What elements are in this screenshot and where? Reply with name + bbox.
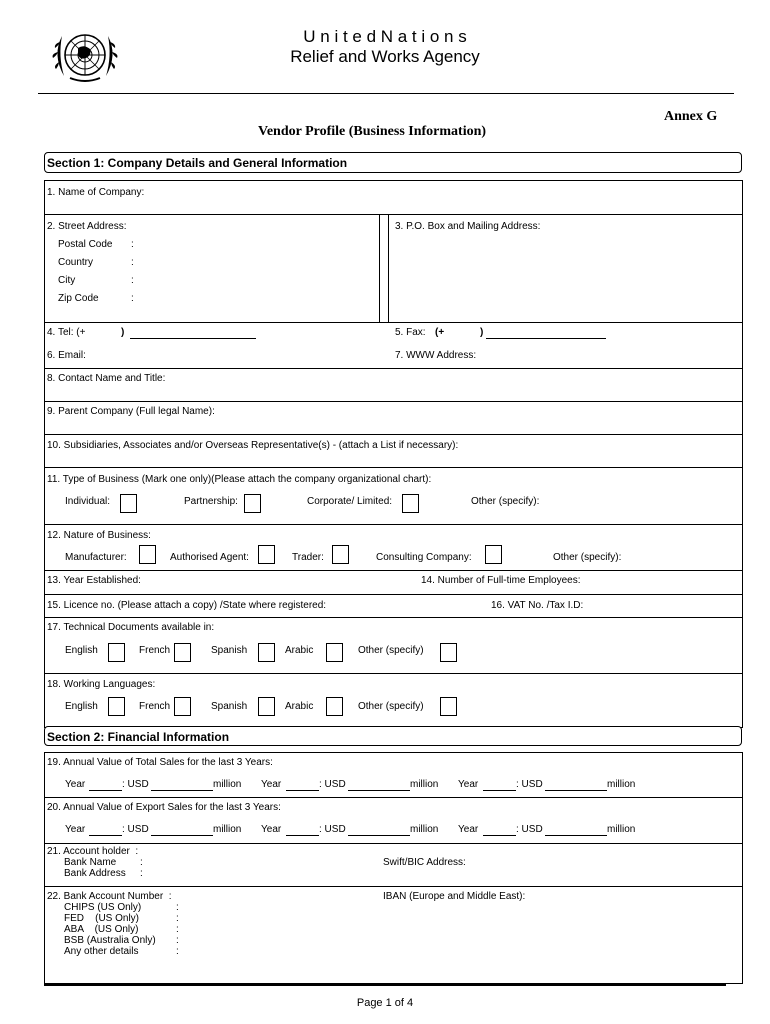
trader-checkbox[interactable]	[332, 545, 349, 564]
section-2-bottom-rule	[44, 984, 726, 986]
export-sales-label: 20. Annual Value of Export Sales for the last 3 Years:	[47, 802, 281, 813]
individual-checkbox[interactable]	[120, 494, 137, 513]
year-label: Year	[261, 779, 282, 790]
row-divider	[44, 467, 743, 468]
row-divider	[44, 524, 743, 525]
chips-label: CHIPS (US Only)	[64, 902, 142, 913]
vat-label: 16. VAT No. /Tax I.D:	[491, 600, 584, 611]
year-field[interactable]	[286, 790, 319, 791]
usd-label: : USD	[319, 779, 346, 790]
swift-label: Swift/BIC Address:	[383, 857, 466, 868]
aba-label: ABA (US Only)	[64, 924, 139, 935]
usd-label: : USD	[122, 779, 149, 790]
contact-name-label: 8. Contact Name and Title:	[47, 373, 166, 384]
row-divider	[44, 570, 743, 571]
usd-label: : USD	[516, 824, 543, 835]
bank-name-label: Bank Name	[64, 857, 117, 868]
email-label: 6. Email:	[47, 350, 86, 361]
agent-checkbox[interactable]	[258, 545, 275, 564]
usd-label: : USD	[516, 779, 543, 790]
work-english-checkbox[interactable]	[108, 697, 125, 716]
lang-english-label: English	[65, 701, 98, 712]
section-1-header: Section 1: Company Details and General Information	[44, 152, 742, 173]
option-trader-label: Trader:	[292, 552, 324, 563]
parent-company-label: 9. Parent Company (Full legal Name):	[47, 406, 215, 417]
fax-open-paren: (+	[435, 327, 445, 338]
usd-field[interactable]	[545, 835, 607, 836]
column-divider	[388, 214, 389, 322]
employees-label: 14. Number of Full-time Employees:	[421, 575, 581, 586]
iban-label: IBAN (Europe and Middle East):	[383, 891, 526, 902]
usd-field[interactable]	[545, 790, 607, 791]
row-divider	[44, 843, 743, 844]
bank-address-label: Bank Address	[64, 868, 126, 879]
work-spanish-checkbox[interactable]	[258, 697, 275, 716]
org-name: U n i t e d N a t i o n s	[303, 27, 467, 46]
colon: :	[140, 857, 143, 868]
option-individual-label: Individual:	[65, 496, 111, 507]
row-divider	[44, 434, 743, 435]
year-field[interactable]	[483, 835, 516, 836]
row-divider	[44, 401, 743, 402]
bank-account-label: 22. Bank Account Number :	[47, 891, 172, 902]
colon: :	[176, 924, 179, 935]
fax-field[interactable]	[486, 338, 606, 339]
usd-field[interactable]	[348, 790, 410, 791]
other-details-label: Any other details	[64, 946, 139, 957]
lang-french-label: French	[139, 645, 171, 656]
row-divider	[44, 886, 743, 887]
form-title: Vendor Profile (Business Information)	[258, 124, 487, 139]
po-box-label: 3. P.O. Box and Mailing Address:	[395, 221, 541, 232]
lang-english-label: English	[65, 645, 98, 656]
lang-french-label: French	[139, 701, 171, 712]
colon: :	[140, 868, 143, 879]
year-field[interactable]	[89, 835, 122, 836]
city-label: City	[58, 275, 76, 286]
usd-field[interactable]	[151, 835, 213, 836]
million-label: million	[607, 824, 636, 835]
year-field[interactable]	[89, 790, 122, 791]
header-rule	[38, 93, 734, 94]
section-2-frame	[44, 752, 743, 984]
company-name-label: 1. Name of Company:	[47, 187, 145, 198]
working-languages-label: 18. Working Languages:	[47, 679, 156, 690]
colon: :	[131, 293, 134, 304]
year-established-label: 13. Year Established:	[47, 575, 141, 586]
lang-other-label: Other (specify)	[358, 701, 424, 712]
org-subtitle: Relief and Works Agency	[290, 47, 480, 66]
colon: :	[176, 913, 179, 924]
lang-arabic-label: Arabic	[285, 701, 314, 712]
option-corporate-label: Corporate/ Limited:	[307, 496, 393, 507]
work-french-checkbox[interactable]	[174, 697, 191, 716]
account-holder-label: 21. Account holder :	[47, 846, 139, 857]
fax-label: 5. Fax:	[395, 327, 426, 338]
row-divider	[44, 594, 743, 595]
option-consulting-label: Consulting Company:	[376, 552, 472, 563]
fed-label: FED (US Only)	[64, 913, 140, 924]
option-agent-label: Authorised Agent:	[170, 552, 249, 563]
tel-paren: )	[121, 327, 125, 338]
nature-of-business-label: 12. Nature of Business:	[47, 530, 151, 541]
colon: :	[131, 257, 134, 268]
column-divider	[379, 214, 380, 322]
year-label: Year	[65, 824, 86, 835]
tech-spanish-checkbox[interactable]	[258, 643, 275, 662]
colon: :	[176, 902, 179, 913]
business-type-label: 11. Type of Business (Mark one only)(Please attach the company organizational chart):	[47, 474, 432, 485]
usd-field[interactable]	[151, 790, 213, 791]
country-label: Country	[58, 257, 94, 268]
lang-spanish-label: Spanish	[211, 645, 248, 656]
work-arabic-checkbox[interactable]	[326, 697, 343, 716]
year-label: Year	[458, 824, 479, 835]
street-address-label: 2. Street Address:	[47, 221, 127, 232]
usd-field[interactable]	[348, 835, 410, 836]
tech-other-checkbox[interactable]	[440, 643, 457, 662]
row-divider	[44, 673, 743, 674]
colon: :	[131, 239, 134, 250]
lang-spanish-label: Spanish	[211, 701, 248, 712]
tech-arabic-checkbox[interactable]	[326, 643, 343, 662]
colon: :	[131, 275, 134, 286]
usd-label: : USD	[122, 824, 149, 835]
www-label: 7. WWW Address:	[395, 350, 477, 361]
page-number: Page 1 of 4	[356, 997, 414, 1009]
tech-french-checkbox[interactable]	[174, 643, 191, 662]
row-divider	[44, 368, 743, 369]
colon: :	[176, 935, 179, 946]
row-divider	[44, 214, 743, 215]
year-label: Year	[458, 779, 479, 790]
year-label: Year	[261, 824, 282, 835]
option-other-label: Other (specify):	[471, 496, 540, 507]
licence-label: 15. Licence no. (Please attach a copy) /State where registered:	[47, 600, 327, 611]
postal-code-label: Postal Code	[58, 239, 113, 250]
usd-label: : USD	[319, 824, 346, 835]
option-manufacturer-label: Manufacturer:	[65, 552, 127, 563]
corporate-checkbox[interactable]	[402, 494, 419, 513]
partnership-checkbox[interactable]	[244, 494, 261, 513]
million-label: million	[213, 824, 242, 835]
bsb-label: BSB (Australia Only)	[64, 935, 156, 946]
manufacturer-checkbox[interactable]	[139, 545, 156, 564]
row-divider	[44, 322, 743, 323]
year-field[interactable]	[286, 835, 319, 836]
row-divider	[44, 797, 743, 798]
row-divider	[44, 617, 743, 618]
colon: :	[176, 946, 179, 957]
year-label: Year	[65, 779, 86, 790]
zip-code-label: Zip Code	[58, 293, 99, 304]
annex-label: Annex G	[664, 109, 718, 124]
option-other-label: Other (specify):	[553, 552, 622, 563]
section-2-header: Section 2: Financial Information	[44, 726, 742, 746]
year-field[interactable]	[483, 790, 516, 791]
tech-english-checkbox[interactable]	[108, 643, 125, 662]
fax-paren: )	[480, 327, 484, 338]
total-sales-label: 19. Annual Value of Total Sales for the last 3 Years:	[47, 757, 273, 768]
million-label: million	[410, 779, 439, 790]
consulting-checkbox[interactable]	[485, 545, 502, 564]
work-other-checkbox[interactable]	[440, 697, 457, 716]
lang-arabic-label: Arabic	[285, 645, 314, 656]
million-label: million	[213, 779, 242, 790]
tech-docs-label: 17. Technical Documents available in:	[47, 622, 215, 633]
million-label: million	[607, 779, 636, 790]
million-label: million	[410, 824, 439, 835]
option-partnership-label: Partnership:	[184, 496, 238, 507]
tel-label: 4. Tel: (+	[47, 327, 86, 338]
subsidiaries-label: 10. Subsidiaries, Associates and/or Overseas Representative(s) - (attach a List if necessary):	[47, 440, 459, 451]
lang-other-label: Other (specify)	[358, 645, 424, 656]
tel-field[interactable]	[130, 338, 256, 339]
